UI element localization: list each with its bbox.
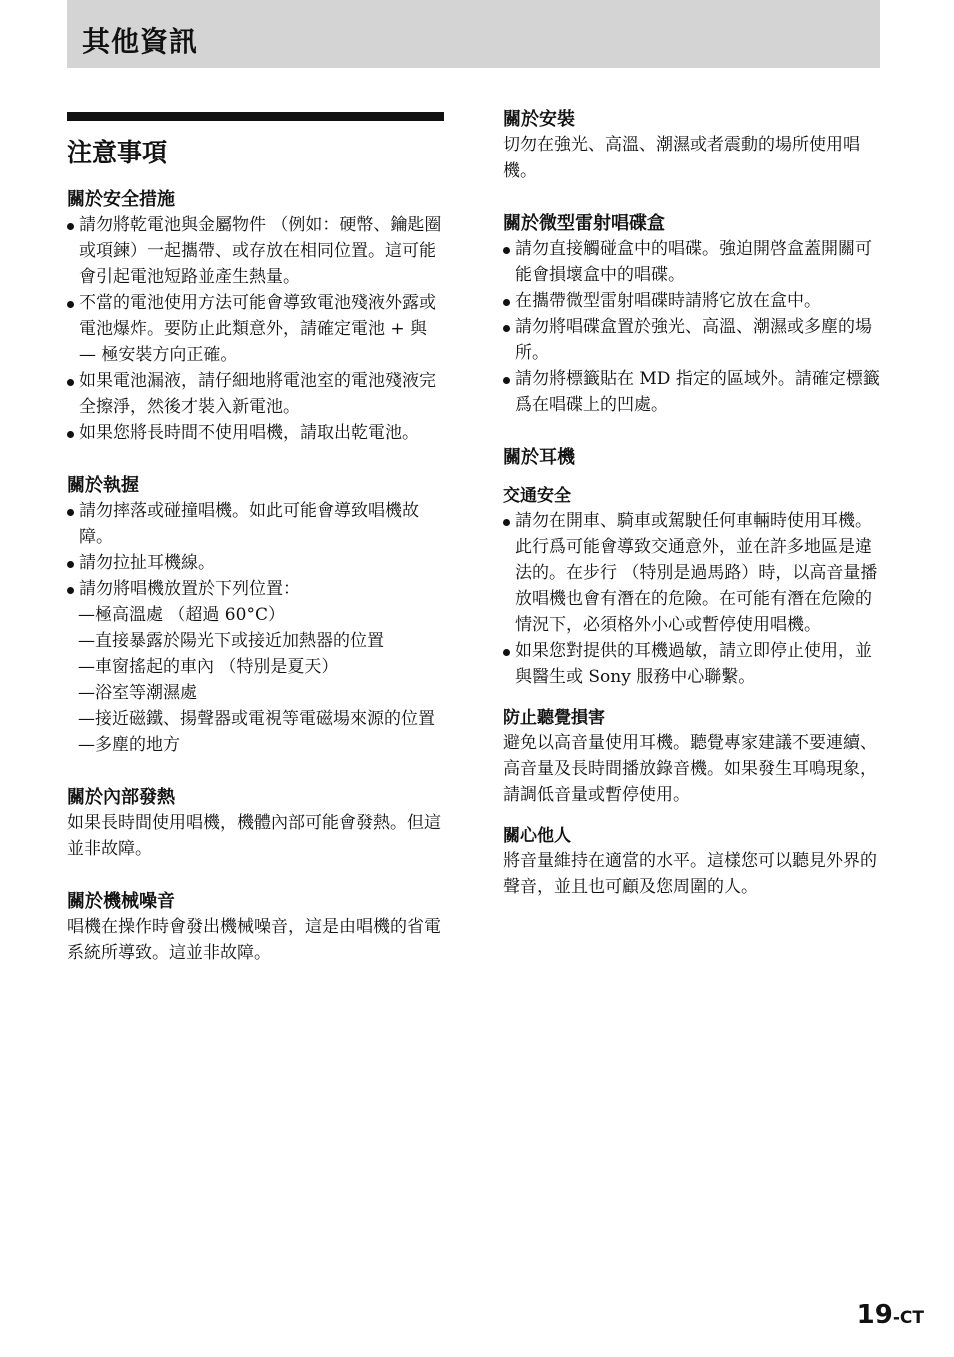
list-item: 不當的電池使用方法可能會導致電池殘液外露或電池爆炸。要防止此類意外，請確定電池 + 與 — 極安裝方向正確。 — [67, 290, 444, 368]
heat-heading: 關於內部發熱 — [67, 787, 175, 808]
page-number-value: 19 — [856, 1300, 893, 1330]
traffic-list — [503, 508, 881, 690]
header-title: 其他資訊 — [82, 25, 199, 58]
traffic-heading: 交通安全 — [503, 486, 571, 506]
safety-list — [67, 212, 444, 446]
install-text: 切勿在強光、高溫、潮濕或者震動的場所使用唱機。 — [503, 135, 860, 181]
list-item: 在攜帶微型雷射唱碟時請將它放在盒中。 — [503, 288, 881, 314]
list-item: 如果電池漏液，請仔細地將電池室的電池殘液完全擦淨，然後才裝入新電池。 — [67, 368, 444, 420]
install-heading: 關於安裝 — [503, 109, 575, 130]
hearing-heading: 防止聽覺損害 — [503, 708, 605, 728]
list-item: 請勿將唱機放置於下列位置： — [67, 576, 444, 602]
list-item: 請勿摔落或碰撞唱機。如此可能會導致唱機故障。 — [67, 498, 444, 550]
list-item: 如果您對提供的耳機過敏，請立即停止使用，並與醫生或 Sony 服務中心聯繫。 — [503, 638, 881, 690]
section-rule — [67, 112, 444, 121]
list-item: 如果您將長時間不使用唱機，請取出乾電池。 — [67, 420, 444, 446]
heat-text: 如果長時間使用唱機，機體內部可能會發熱。但這並非故障。 — [67, 813, 441, 859]
list-item: 請勿將唱碟盒置於強光、高溫、潮濕或多塵的場所。 — [503, 314, 881, 366]
header-bar — [67, 0, 880, 68]
main-title: 注意事項 — [67, 138, 168, 167]
headphones-heading: 關於耳機 — [503, 447, 575, 468]
location-list — [67, 602, 444, 758]
safety-heading: 關於安全措施 — [67, 189, 175, 210]
list-item: 請勿將標籤貼在 MD 指定的區域外。請確定標籤爲在唱碟上的凹處。 — [503, 366, 881, 418]
location-item: —極高溫處 （超過 60°C） — [78, 605, 285, 625]
location-item: —接近磁鐵、揚聲器或電視等電磁場來源的位置 — [78, 709, 435, 729]
noise-heading: 關於機械噪音 — [67, 891, 175, 912]
md-case-list — [503, 236, 881, 418]
right-column — [503, 108, 881, 900]
md-case-heading: 關於微型雷射唱碟盒 — [503, 213, 665, 234]
list-item: 請勿直接觸碰盒中的唱碟。強迫開啓盒蓋開關可能會損壞盒中的唱碟。 — [503, 236, 881, 288]
noise-text: 唱機在操作時會發出機械噪音，這是由唱機的省電系統所導致。這並非故障。 — [67, 917, 441, 963]
list-item: 請勿將乾電池與金屬物件 （例如：硬幣、鑰匙圈或項鍊）一起攜帶、或存放在相同位置。這可能會引起電池短路並產生熱量。 — [67, 212, 444, 290]
left-column — [67, 108, 444, 966]
location-item: —多塵的地方 — [78, 735, 180, 755]
handling-list — [67, 498, 444, 602]
handling-heading: 關於執握 — [67, 475, 139, 496]
page-number — [857, 1300, 924, 1330]
location-item: —車窗搖起的車內 （特別是夏天） — [78, 657, 339, 677]
list-item: 請勿在開車、騎車或駕駛任何車輛時使用耳機。此行爲可能會導致交通意外，並在許多地區是違法的。在步行 （特別是過馬路）時，以高音量播放唱機也會有潛在的危險。在可能有潛在危險的情況下，必須格外小心或暫停使用唱機。 — [503, 508, 881, 638]
location-item: —浴室等潮濕處 — [78, 683, 197, 703]
list-item: 請勿拉扯耳機線。 — [67, 550, 444, 576]
others-text: 將音量維持在適當的水平。這樣您可以聽見外界的聲音，並且也可顧及您周圍的人。 — [503, 851, 877, 897]
others-heading: 關心他人 — [503, 826, 571, 846]
page-number-suffix: -CT — [892, 1308, 924, 1328]
hearing-text: 避免以高音量使用耳機。聽覺專家建議不要連續、高音量及長時間播放錄音機。如果發生耳鳴現象，請調低音量或暫停使用。 — [503, 733, 877, 805]
location-item: —直接暴露於陽光下或接近加熱器的位置 — [78, 631, 384, 651]
